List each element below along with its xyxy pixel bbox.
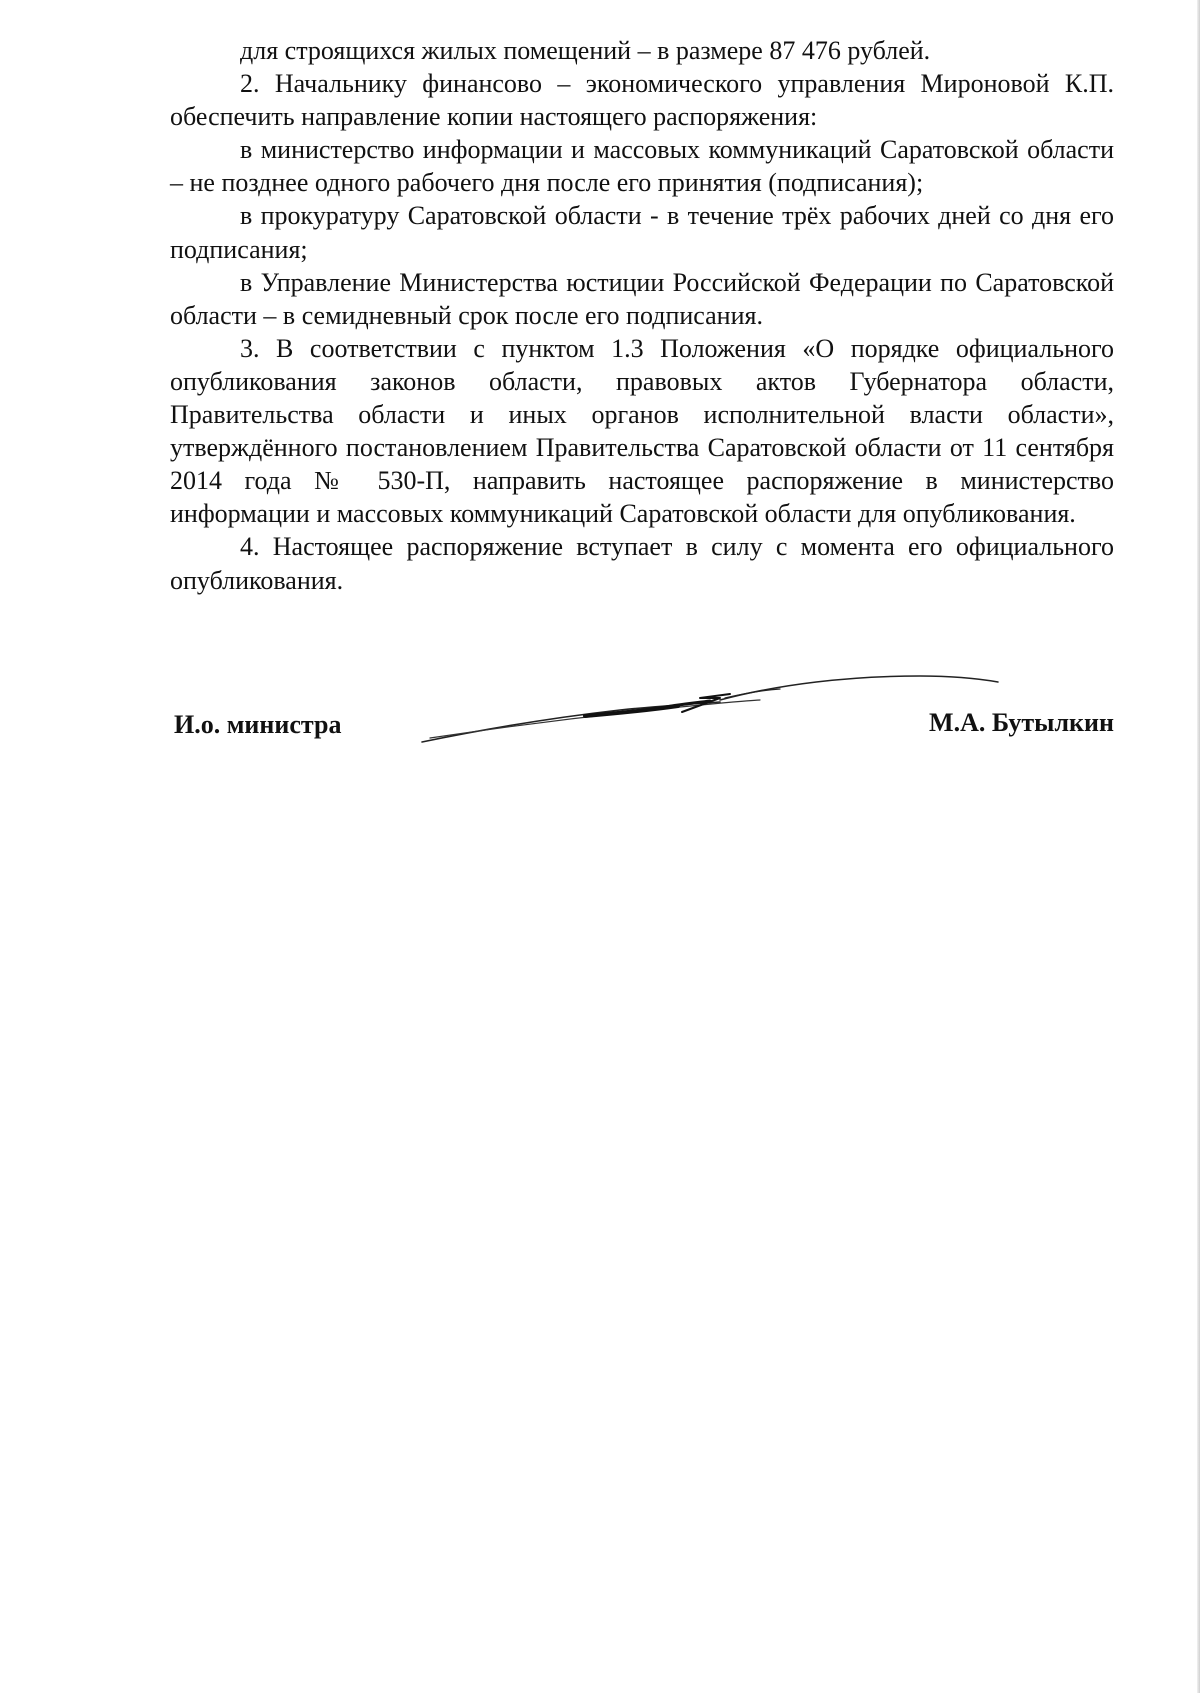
handwritten-signature	[420, 668, 1000, 748]
paragraph-recipient-ministry: в министерство информации и массовых коммуникаций Саратовской области – не позднее одного рабочего дня после его принятия (подписания);	[170, 135, 1114, 198]
paragraph-continuation: для строящихся жилых помещений – в размере 87 476 рублей.	[240, 36, 931, 65]
paragraph-item-3: 3. В соответствии с пунктом 1.3 Положения «О порядке официального опубликования законов области, правовых актов Губернатора области, Правительства области и иных органов исполнительной власти области», утверждённого постановлением Правительства Саратовской области от 11 сентября 2014 года № 530-П, направить настоящее распоряжение в министерство информации и массовых коммуникаций Саратовской области для опубликования.	[170, 333, 1114, 529]
paragraph-recipient-prosecutor: в прокуратуру Саратовской области - в течение трёх рабочих дней со дня его подписания;	[170, 201, 1114, 264]
paragraph-item-2: 2. Начальнику финансово – экономического управления Мироновой К.П. обеспечить направление копии настоящего распоряжения:	[170, 69, 1114, 132]
document-body	[170, 34, 1114, 597]
paragraph-recipient-justice: в Управление Министерства юстиции Российской Федерации по Саратовской области – в семидневный срок после его подписания.	[170, 267, 1114, 330]
signatory-name: М.А. Бутылкин	[929, 708, 1114, 737]
signatory-title: И.о. министра	[174, 710, 342, 739]
paragraph-item-4: 4. Настоящее распоряжение вступает в силу с момента его официального опубликования.	[170, 532, 1114, 595]
